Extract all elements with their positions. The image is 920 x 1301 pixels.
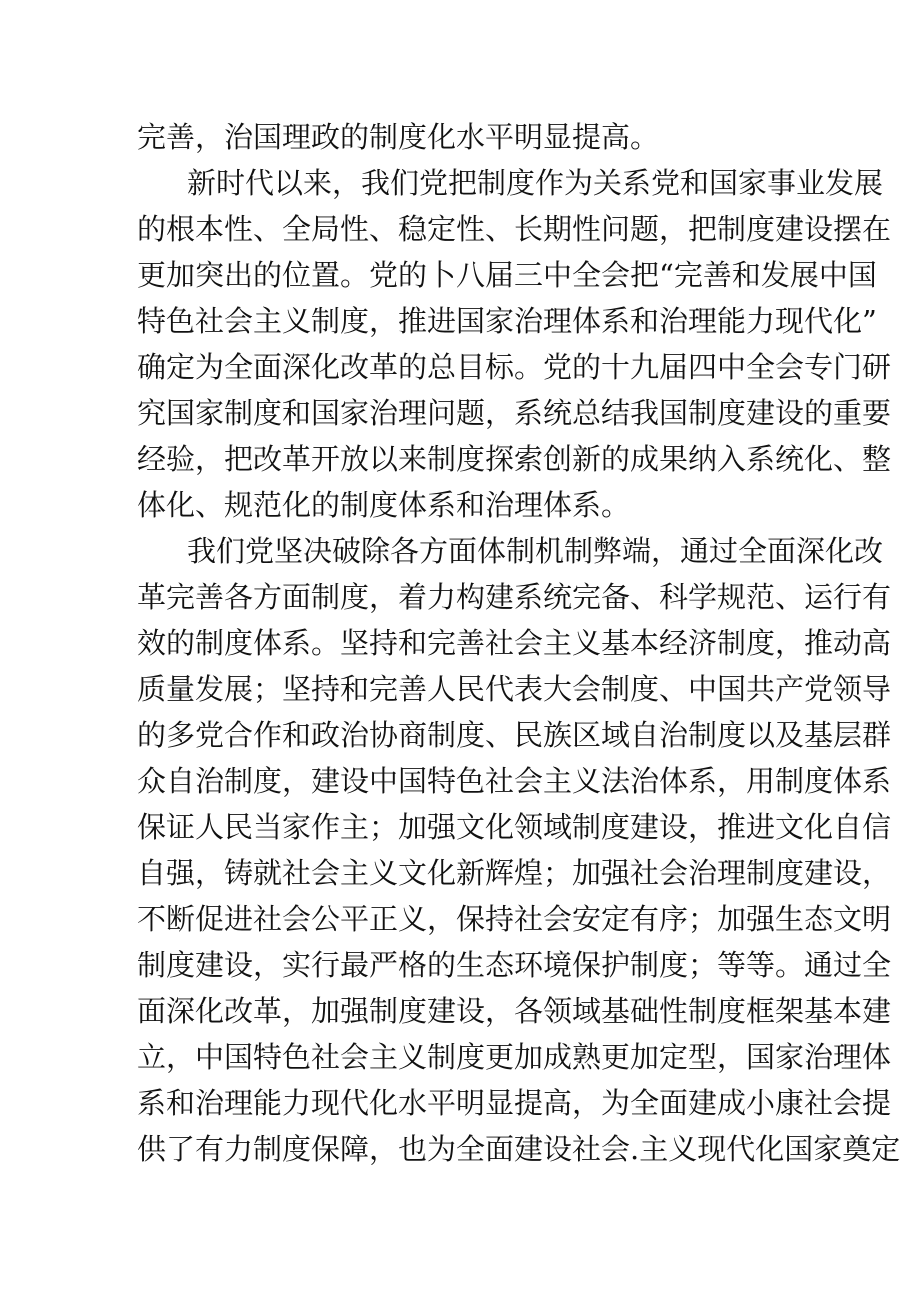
text-line: 经验，把改革开放以来制度探索创新的成果纳入系统化、整 [137, 442, 892, 476]
text-line: 的多党合作和政治协商制度、民族区域自治制度以及基层群 [137, 718, 892, 752]
text-line: 保证人民当家作主；加强文化领域制度建设，推进文化自信 [137, 810, 892, 844]
text-line: 新时代以来，我们党把制度作为关系党和国家事业发展 [187, 166, 884, 200]
text-line: 立，中国特色社会主义制度更加成熟更加定型，国家治理体 [137, 1040, 892, 1074]
text-line: 面深化改革，加强制度建设，各领域基础性制度框架基本建 [137, 994, 892, 1028]
text-line: 众自治制度，建设中国特色社会主义法治体系，用制度体系 [137, 764, 892, 798]
text-line: 的根本性、全局性、稳定性、长期性问题，把制度建设摆在 [137, 212, 892, 246]
text-line: 制度建设，实行最严格的生态环境保护制度；等等。通过全 [137, 948, 892, 982]
body-text [137, 114, 901, 1172]
text-line: 更加突出的位置。党的卜八届三中全会把“完善和发展中国 [137, 258, 877, 292]
text-line: 不断促进社会公平正义，保持社会安定有序；加强生态文明 [137, 902, 892, 936]
text-line: 特色社会主义制度，推进国家治理体系和治理能力现代化” [137, 304, 877, 338]
text-line: 供了有力制度保障，也为全面建设社会.主义现代化国家奠定 [137, 1132, 901, 1166]
text-line: 体化、规范化的制度体系和治理体系。 [137, 488, 631, 522]
text-line: 自强，铸就社会主义文化新辉煌；加强社会治理制度建设， [137, 856, 892, 890]
text-line: 我们党坚决破除各方面体制机制弊端，通过全面深化改 [187, 534, 884, 568]
text-line: 完善，治国理政的制度化水平明显提高。 [137, 120, 660, 154]
text-line: 效的制度体系。坚持和完善社会主义基本经济制度，推动高 [137, 626, 892, 660]
text-line: 系和治理能力现代化水平明显提高，为全面建成小康社会提 [137, 1086, 892, 1120]
text-line: 质量发展；坚持和完善人民代表大会制度、中国共产党领导 [137, 672, 892, 706]
text-line: 革完善各方面制度，着力构建系统完备、科学规范、运行有 [137, 580, 892, 614]
text-line: 究国家制度和国家治理问题，系统总结我国制度建设的重要 [137, 396, 892, 430]
text-line: 确定为全面深化改革的总目标。党的十九届四中全会专门研 [137, 350, 892, 384]
